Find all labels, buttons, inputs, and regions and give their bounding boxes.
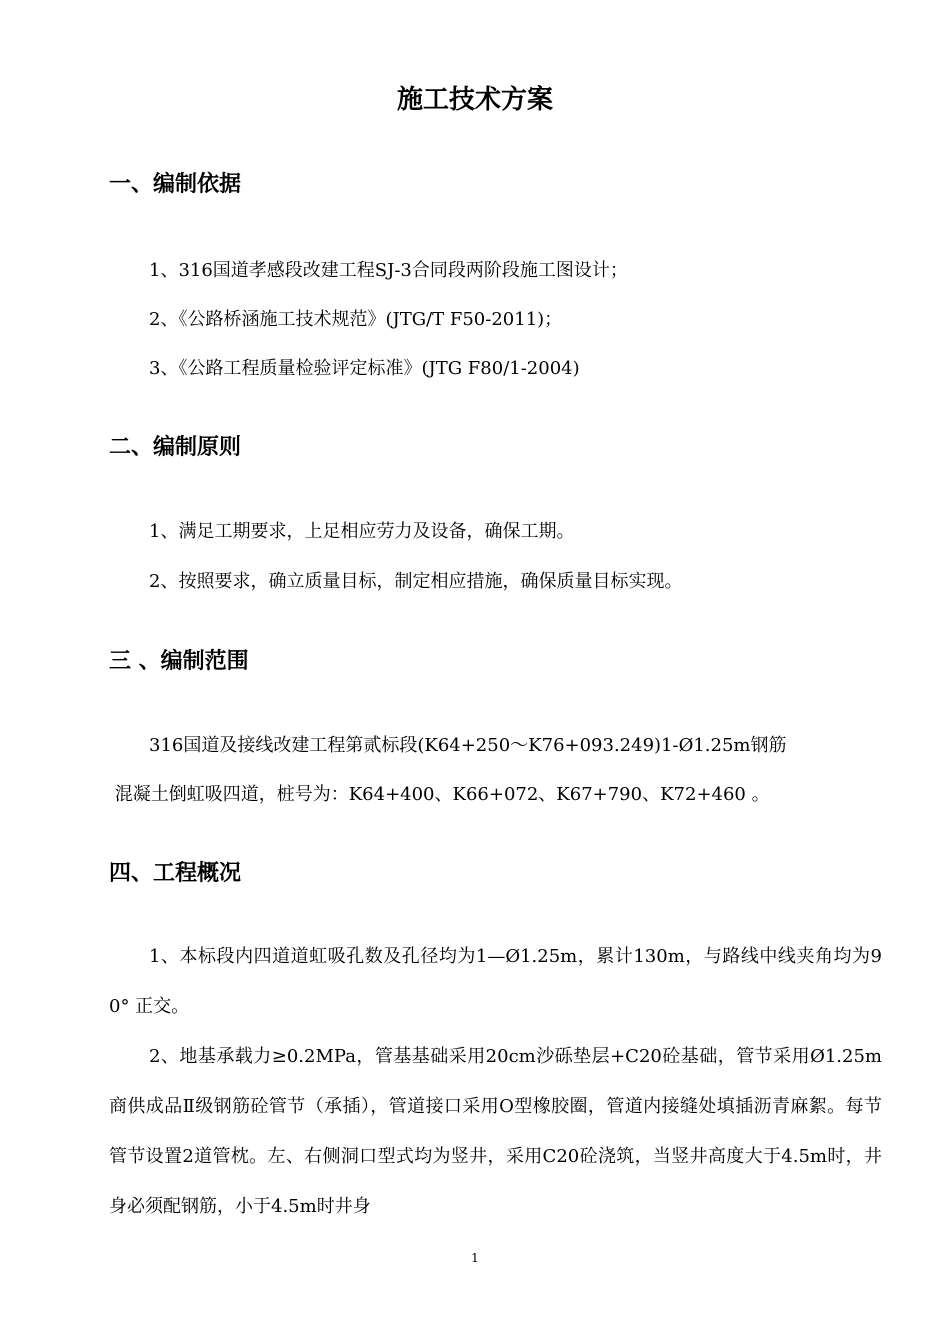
section-heading-principles: 二、编制原则	[109, 435, 242, 460]
basis-item-3: 3、《公路工程质量检验评定标准》(JTG F80/1-2004)	[149, 358, 580, 379]
section-heading-scope: 三 、编制范围	[109, 649, 249, 674]
overview-item-1: 1、本标段内四道道虹吸孔数及孔径均为1—Ø1.25m，累计130m，与路线中线夹角均为90° 正交。	[109, 946, 882, 1017]
principle-item-2: 2、按照要求，确立质量目标，制定相应措施，确保质量目标实现。	[149, 571, 683, 592]
document-title: 施工技术方案	[396, 85, 553, 115]
scope-line-2: 混凝土倒虹吸四道，桩号为：K64+400、K66+072、K67+790、K72+460 。	[109, 784, 770, 805]
overview-item-2: 2、地基承载力≥0.2MPa，管基基础采用20cm沙砾垫层+C20砼基础，管节采用Ø1.25m商供成品Ⅱ级钢筋砼管节（承插），管道接口采用O型橡胶圈，管道内接缝处填插沥青麻絮。每节管节设置2道管枕。左、右侧洞口型式均为竖井，采用C20砼浇筑，当竖井高度大于4.5m时，井身必须配钢筋，小于4.5m时井身	[109, 1046, 882, 1217]
basis-item-2: 2、《公路桥涵施工技术规范》(JTG/T F50-2011)；	[149, 309, 563, 330]
page-number: 1	[471, 1251, 479, 1265]
basis-item-1: 1、316国道孝感段改建工程SJ-3合同段两阶段施工图设计；	[149, 260, 628, 281]
principle-item-1: 1、满足工期要求，上足相应劳力及设备，确保工期。	[149, 521, 575, 542]
scope-line-1: 316国道及接线改建工程第贰标段(K64+250～K76+093.249)1-Ø1.25m钢筋	[149, 735, 787, 756]
section-heading-overview: 四、工程概况	[109, 861, 242, 886]
section-heading-basis: 一、编制依据	[109, 172, 242, 197]
